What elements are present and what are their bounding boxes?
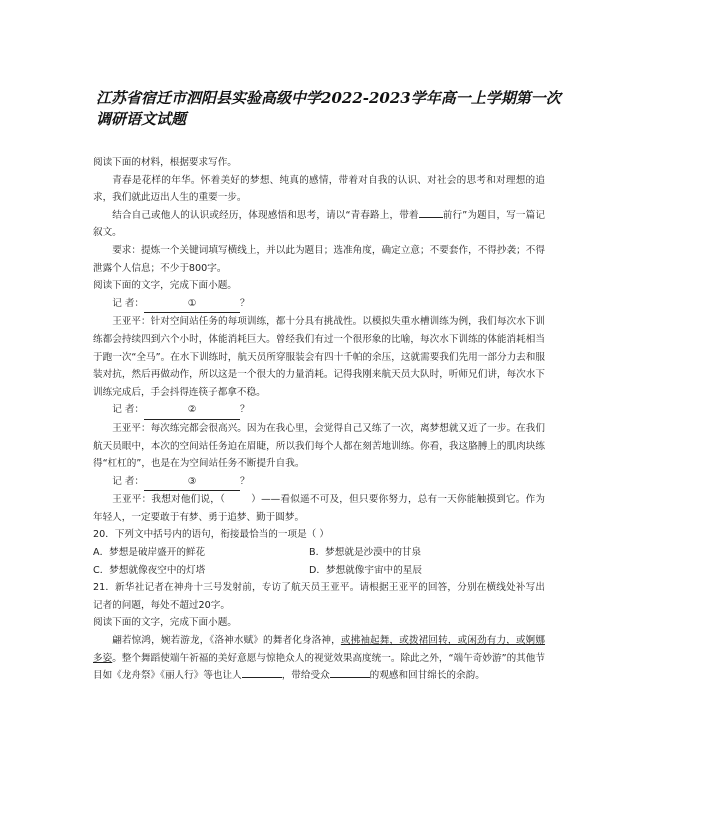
passage-blank-2 bbox=[330, 677, 370, 678]
passage-part-c: 。整个舞蹈使端午祈福的美好意愿与惊艳众人的视觉效果高度统一。除此之外，“端午奇妙游”的其他节目如《龙舟祭》《丽人行》等也让人 bbox=[93, 652, 545, 682]
prompt-text-after: 前行”为题目，写一篇记叙文。 bbox=[93, 209, 545, 239]
answer-3-after: ）——看似遥不可及，但只要你努力，总有一天你能触摸到它。作为年轻人，一定要敢于有梦、勇于追梦、勤于圆梦。 bbox=[93, 494, 546, 523]
question-20-options bbox=[93, 544, 545, 579]
answer-3-before: 王亚平：我想对他们说，（ bbox=[112, 494, 226, 506]
title-keyword-blank bbox=[419, 217, 443, 218]
option-b: B．梦想就是沙漠中的甘泉 bbox=[309, 547, 422, 559]
instruction-reading-1: 阅读下面的文字，完成下面小题。 bbox=[93, 280, 237, 292]
reporter-question-1 bbox=[93, 295, 545, 314]
question-mark: ？ bbox=[240, 297, 250, 309]
prompt-text-before: 结合自己或他人的认识或经历，体现感悟和思考，请以“青春路上，带着 bbox=[112, 209, 419, 221]
passage-paragraph bbox=[93, 632, 545, 685]
question-mark: ？ bbox=[240, 404, 250, 416]
document-title: 江苏省宿迁市泗阳县实验高级中学2022-2023学年高一上学期第一次调研语文试题 bbox=[96, 89, 561, 128]
answer-1: 王亚平：针对空间站任务的每项训练，都十分具有挑战性。以模拟失重水槽训练为例，我们每次水下训练都会持续四到六个小时，体能消耗巨大。曾经我们有过一个很形象的比喻，每次水下训练的体能消耗相当于跑一次“全马”。在水下训练时，航天员所穿服装会有四十千帕的余压，这就需要我们先用一部分力去和服装对抗，然后再做动作，所以这是一个很大的力量消耗。记得我刚来航天员大队时，听师兄们讲，每次水下训练完成后，手会抖得连筷子都拿不稳。 bbox=[93, 316, 545, 398]
question-20: 20．下列文中括号内的语句，衔接最恰当的一项是（ ） bbox=[93, 529, 329, 541]
question-21: 21．新华社记者在神舟十三号发射前，专访了航天员王亚平。请根据王亚平的回答，分别在横线处补写出记者的问题，每处不超过20字。 bbox=[93, 582, 545, 611]
reporter-label: 记 者： bbox=[112, 404, 145, 416]
option-c: C．梦想就像夜空中的灯塔 bbox=[93, 564, 206, 576]
option-a: A．梦想是破岸盛开的鲜花 bbox=[93, 547, 206, 559]
instruction-writing: 阅读下面的材料，根据要求写作。 bbox=[93, 157, 237, 168]
reporter-question-2 bbox=[93, 401, 545, 420]
answer-2: 王亚平：每次练完都会很高兴。因为在我心里，会觉得自己又练了一次，离梦想就又近了一步。在我们航天员眼中，本次的空间站任务迫在眉睫，所以我们每个人都在刻苦地训练。你看，我这胳膊上的肌肉块练得“杠杠的”，也是在为空间站任务不断提升自我。 bbox=[93, 422, 545, 470]
answer-3 bbox=[93, 491, 545, 526]
reporter-label: 记 者： bbox=[112, 297, 145, 309]
passage-underlined: 或拂袖起舞，或拨裙回转，或闲劲有力，或婀娜多姿 bbox=[93, 635, 546, 664]
passage-part-a: 翩若惊鸿，婉若游龙，《洛神水赋》的舞者化身洛神， bbox=[112, 635, 341, 647]
blank-2: ② bbox=[144, 401, 240, 420]
blank-3: ③ bbox=[144, 473, 240, 492]
material-paragraph-1: 青春是花样的年华。怀着美好的梦想、纯真的感情，带着对自我的认识、对社会的思考和对理想的追求，我们就此迈出人生的重要一步。 bbox=[93, 174, 545, 204]
reporter-label: 记 者： bbox=[112, 475, 145, 487]
question-mark: ？ bbox=[240, 475, 250, 487]
passage-part-d: ，带给受众 bbox=[281, 670, 330, 682]
reporter-question-3 bbox=[93, 473, 545, 492]
writing-requirements: 要求：提炼一个关键词填写横线上，并以此为题目；选准角度，确定立意；不要套作，不得抄袭；不得泄露个人信息；不少于800字。 bbox=[93, 244, 545, 274]
passage-part-e: 的观感和回甘绵长的余韵。 bbox=[369, 670, 485, 682]
passage-blank-1 bbox=[242, 677, 282, 678]
option-d: D．梦想就像宇宙中的星辰 bbox=[309, 564, 422, 576]
blank-1: ① bbox=[144, 295, 240, 314]
material-paragraph-2 bbox=[93, 207, 545, 242]
document-body bbox=[93, 154, 545, 685]
instruction-reading-2: 阅读下面的文字，完成下面小题。 bbox=[93, 617, 237, 629]
